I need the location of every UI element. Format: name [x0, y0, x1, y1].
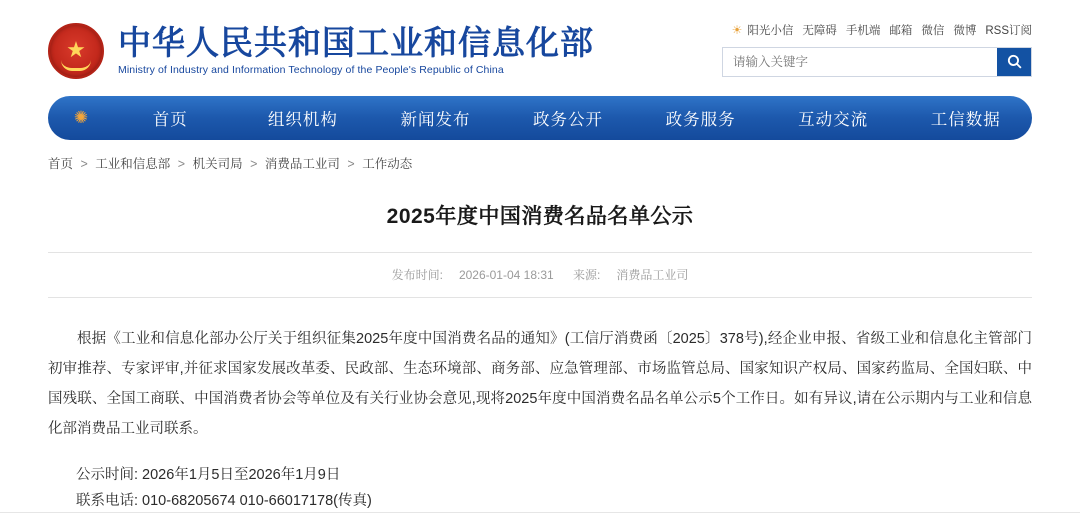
nav-item-organization[interactable]: 组织机构: [267, 111, 338, 129]
breadcrumb: [0, 140, 1080, 172]
top-link-mobile[interactable]: 手机端: [845, 24, 881, 37]
nav-item-home[interactable]: 首页: [152, 111, 188, 129]
article-info: [48, 462, 1032, 514]
site-title-cn: 中华人民共和国工业和信息化部: [118, 25, 594, 62]
emblem-wheat-icon: [61, 60, 91, 71]
publish-time-label: 发布时间:: [391, 268, 443, 282]
breadcrumb-item-0[interactable]: 首页: [48, 157, 74, 171]
main-nav-wrapper: [0, 96, 1080, 140]
search-input[interactable]: [723, 48, 997, 76]
top-links: [732, 22, 1032, 38]
top-link-mail[interactable]: 邮箱: [889, 24, 913, 37]
top-link-wechat[interactable]: 微信: [921, 24, 945, 37]
main-nav: [48, 96, 1032, 140]
emblem-star-icon: ★: [66, 36, 86, 62]
notice-period-line: 公示时间: 2026年1月5日至2026年1月9日: [76, 467, 341, 483]
article-divider: [48, 297, 1032, 298]
nav-item-gov-services[interactable]: 政务服务: [665, 111, 736, 129]
search-icon: [1006, 53, 1023, 70]
nav-item-gov-openness[interactable]: 政务公开: [533, 111, 604, 129]
nav-item-interaction[interactable]: 互动交流: [798, 111, 869, 129]
page-title: 2025年度中国消费名品名单公示: [386, 205, 694, 228]
header-right: [722, 22, 1032, 77]
site-brand[interactable]: [48, 23, 594, 79]
breadcrumb-item-3[interactable]: 消费品工业司: [264, 157, 340, 171]
top-link-accessibility[interactable]: 无障碍: [802, 24, 837, 37]
source-label: 来源:: [573, 268, 601, 282]
search-button[interactable]: [997, 48, 1031, 76]
contact-phone-line: 联系电话: 010-68205674 010-66017178(传真): [76, 493, 372, 509]
breadcrumb-item-4[interactable]: 工作动态: [362, 157, 413, 171]
breadcrumb-separator: >: [250, 157, 258, 171]
article-paragraph: 根据《工业和信息化部办公厅关于组织征集2025年度中国消费名品的通知》(工信厅消费函〔2025〕378号),经企业申报、省级工业和信息化主管部门初审推荐、专家评审,并征求国家发展改革委、民政部、生态环境部、商务部、应急管理部、市场监管总局、国家知识产权局、国家药监局、全国妇联、中国残联、全国工商联、中国消费者协会等单位及有关行业协会意见,现将2025年度中国消费名品名单公示5个工作日。如有异议,请在公示期内与工业和信息化部消费品工业司联系。: [48, 331, 1032, 437]
site-header: [0, 0, 1080, 96]
site-logo-icon[interactable]: ✺: [73, 108, 89, 127]
breadcrumb-item-2[interactable]: 机关司局: [192, 157, 243, 171]
publish-time-value: 2026-01-04 18:31: [458, 268, 554, 282]
article-meta: [48, 252, 1032, 283]
breadcrumb-separator: >: [80, 157, 88, 171]
national-emblem-icon: [48, 23, 104, 79]
article-body: [48, 324, 1032, 444]
top-link-sunshine[interactable]: 阳光小信: [747, 24, 794, 37]
nav-item-news[interactable]: 新闻发布: [400, 111, 471, 129]
breadcrumb-item-1[interactable]: 工业和信息部: [95, 157, 171, 171]
sun-icon: ☀: [731, 22, 743, 37]
search-box: [722, 47, 1032, 77]
top-link-weibo[interactable]: 微博: [953, 24, 977, 37]
breadcrumb-separator: >: [177, 157, 186, 171]
nav-item-data[interactable]: 工信数据: [930, 111, 1001, 129]
brand-text: [118, 26, 594, 77]
breadcrumb-separator: >: [347, 157, 355, 171]
site-title-en: Ministry of Industry and Information Technology of the People's Republic of China: [118, 64, 504, 77]
source-value: 消费品工业司: [616, 268, 689, 282]
top-link-rss[interactable]: RSS订阅: [985, 24, 1032, 37]
article: [48, 172, 1032, 514]
